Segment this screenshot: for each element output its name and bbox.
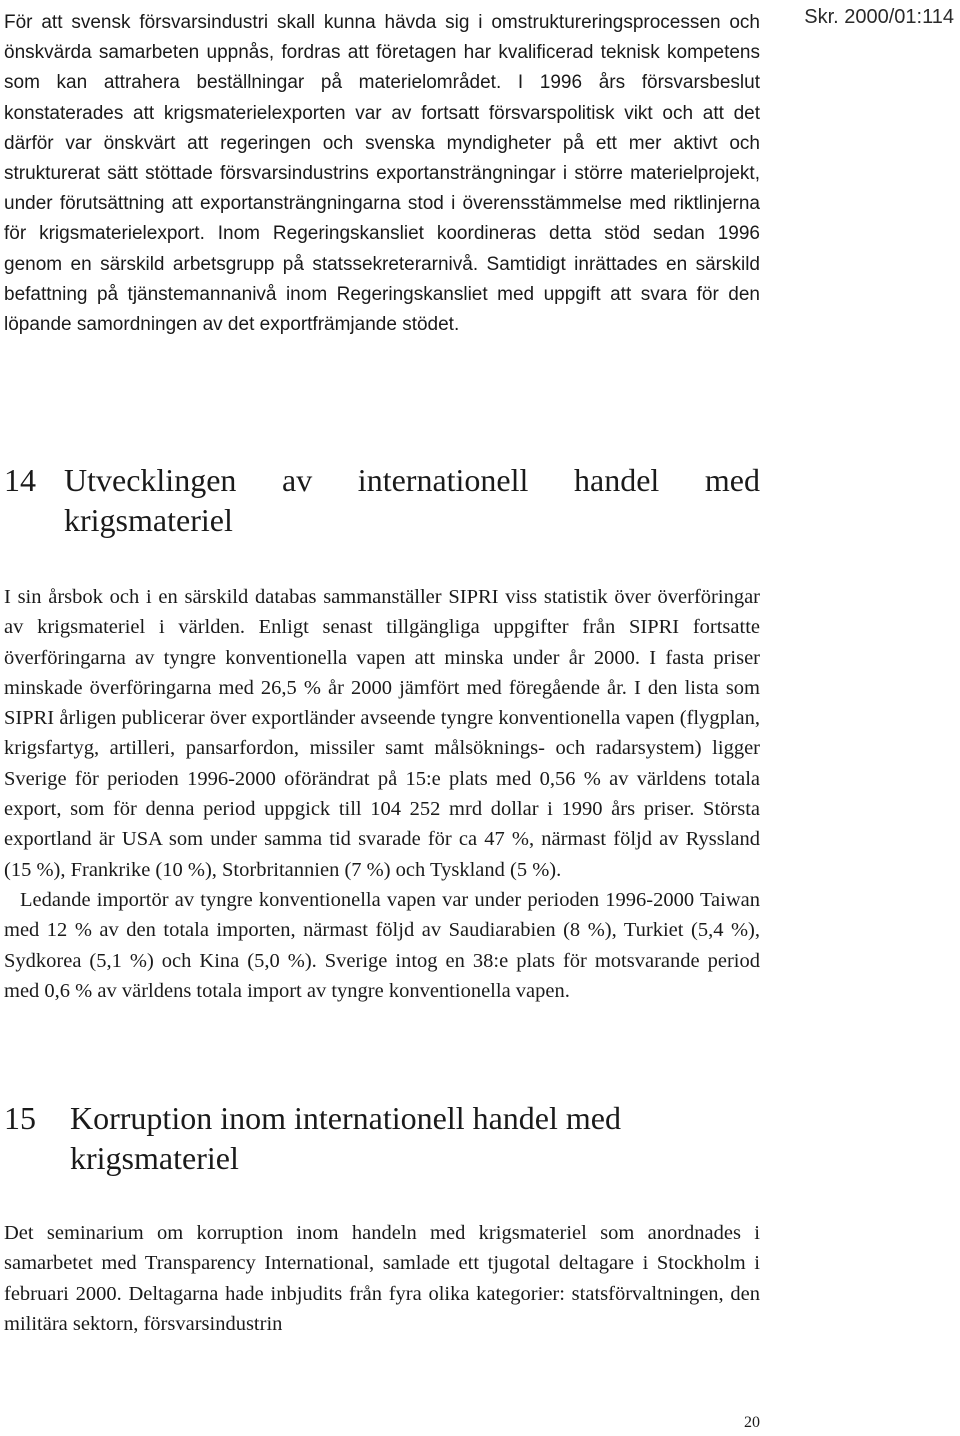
intro-text-block — [4, 8, 760, 340]
section-number: 15 — [4, 1100, 36, 1136]
section-title: Utvecklingen av internationell handel med krigsmateriel — [64, 462, 760, 538]
section-15-heading — [4, 1098, 760, 1178]
paragraph: För att svensk försvarsindustri skall kunna hävda sig i omstruktureringsprocessen och önskvärda samarbeten uppnås, fordras att företagen har kvalificerad teknisk kompetens som kan attrahera beställningar på materielområdet. I 1996 års försvarsbeslut konstaterades att krigsmaterielexporten var av fortsatt försvarspolitisk vikt och att det därför var önskvärt att regeringen och svenska myndigheter på ett mer aktivt och strukturerat sätt stöttade försvarsindustrins exportansträngningar i större materielprojekt, under förutsättning att exportansträngningarna stod i överensstämmelse med riktlinjerna för krigsmaterielexport. Inom Regeringskansliet koordineras detta stöd sedan 1996 genom en särskild arbetsgrupp på statssekreterarnivå. Samtidigt inrättades en särskild befattning på tjänstemannanivå inom Regeringskansliet med uppgift att svara för den löpande samordningen av det exportfrämjande stödet. — [4, 12, 760, 336]
section-15-body — [4, 1218, 760, 1339]
section-title: Korruption inom internationell handel med krigsmateriel — [70, 1100, 621, 1176]
paragraph: I sin årsbok och i en särskild databas sammanställer SIPRI viss statistik över överföringar av krigsmateriel i världen. Enligt senast tillgängliga uppgifter från SIPRI fortsatte överföringarna av tyngre konventionella vapen att minska under år 2000. I fasta priser minskade överföringarna med 26,5 % år 2000 jämfört med föregående år. I den lista som SIPRI årligen publicerar över exportländer avseende tyngre konventionella vapen (flygplan, krigsfartyg, artilleri, pansarfordon, missiler samt målsöknings- och radarsystem) ligger Sverige för perioden 1996-2000 oförändrat på 15:e plats med 0,56 % av världens totala export, som för denna period uppgick till 104 252 mrd dollar i 1990 års priser. Största exportland är USA som under samma tid svarade för ca 47 %, närmast följd av Ryssland (15 %), Frankrike (10 %), Storbritannien (7 %) och Tyskland (5 %). — [4, 586, 760, 881]
section-number: 14 — [4, 462, 36, 498]
page-number: 20 — [744, 1414, 760, 1431]
section-14-body — [4, 582, 760, 1006]
section-14-heading — [4, 460, 760, 580]
paragraph: Ledande importör av tyngre konventionella vapen var under perioden 1996-2000 Taiwan med 12 % av den totala importen, närmast följd av Saudiarabien (8 %), Turkiet (5,4 %), Sydkorea (5,1 %) och Kina (5,0 %). Sverige intog en 38:e plats för motsvarande period med 0,6 % av världens totala import av tyngre konventionella vapen. — [4, 888, 760, 1002]
document-reference: Skr. 2000/01:114 — [804, 6, 954, 28]
paragraph: Det seminarium om korruption inom handeln med krigsmateriel som anordnades i samarbetet med Transparency International, samlade ett tjugotal deltagare i Stockholm i februari 2000. Deltagarna hade inbjudits från fyra olika kategorier: statsförvaltningen, den militära sektorn, försvarsindustrin — [4, 1222, 760, 1335]
